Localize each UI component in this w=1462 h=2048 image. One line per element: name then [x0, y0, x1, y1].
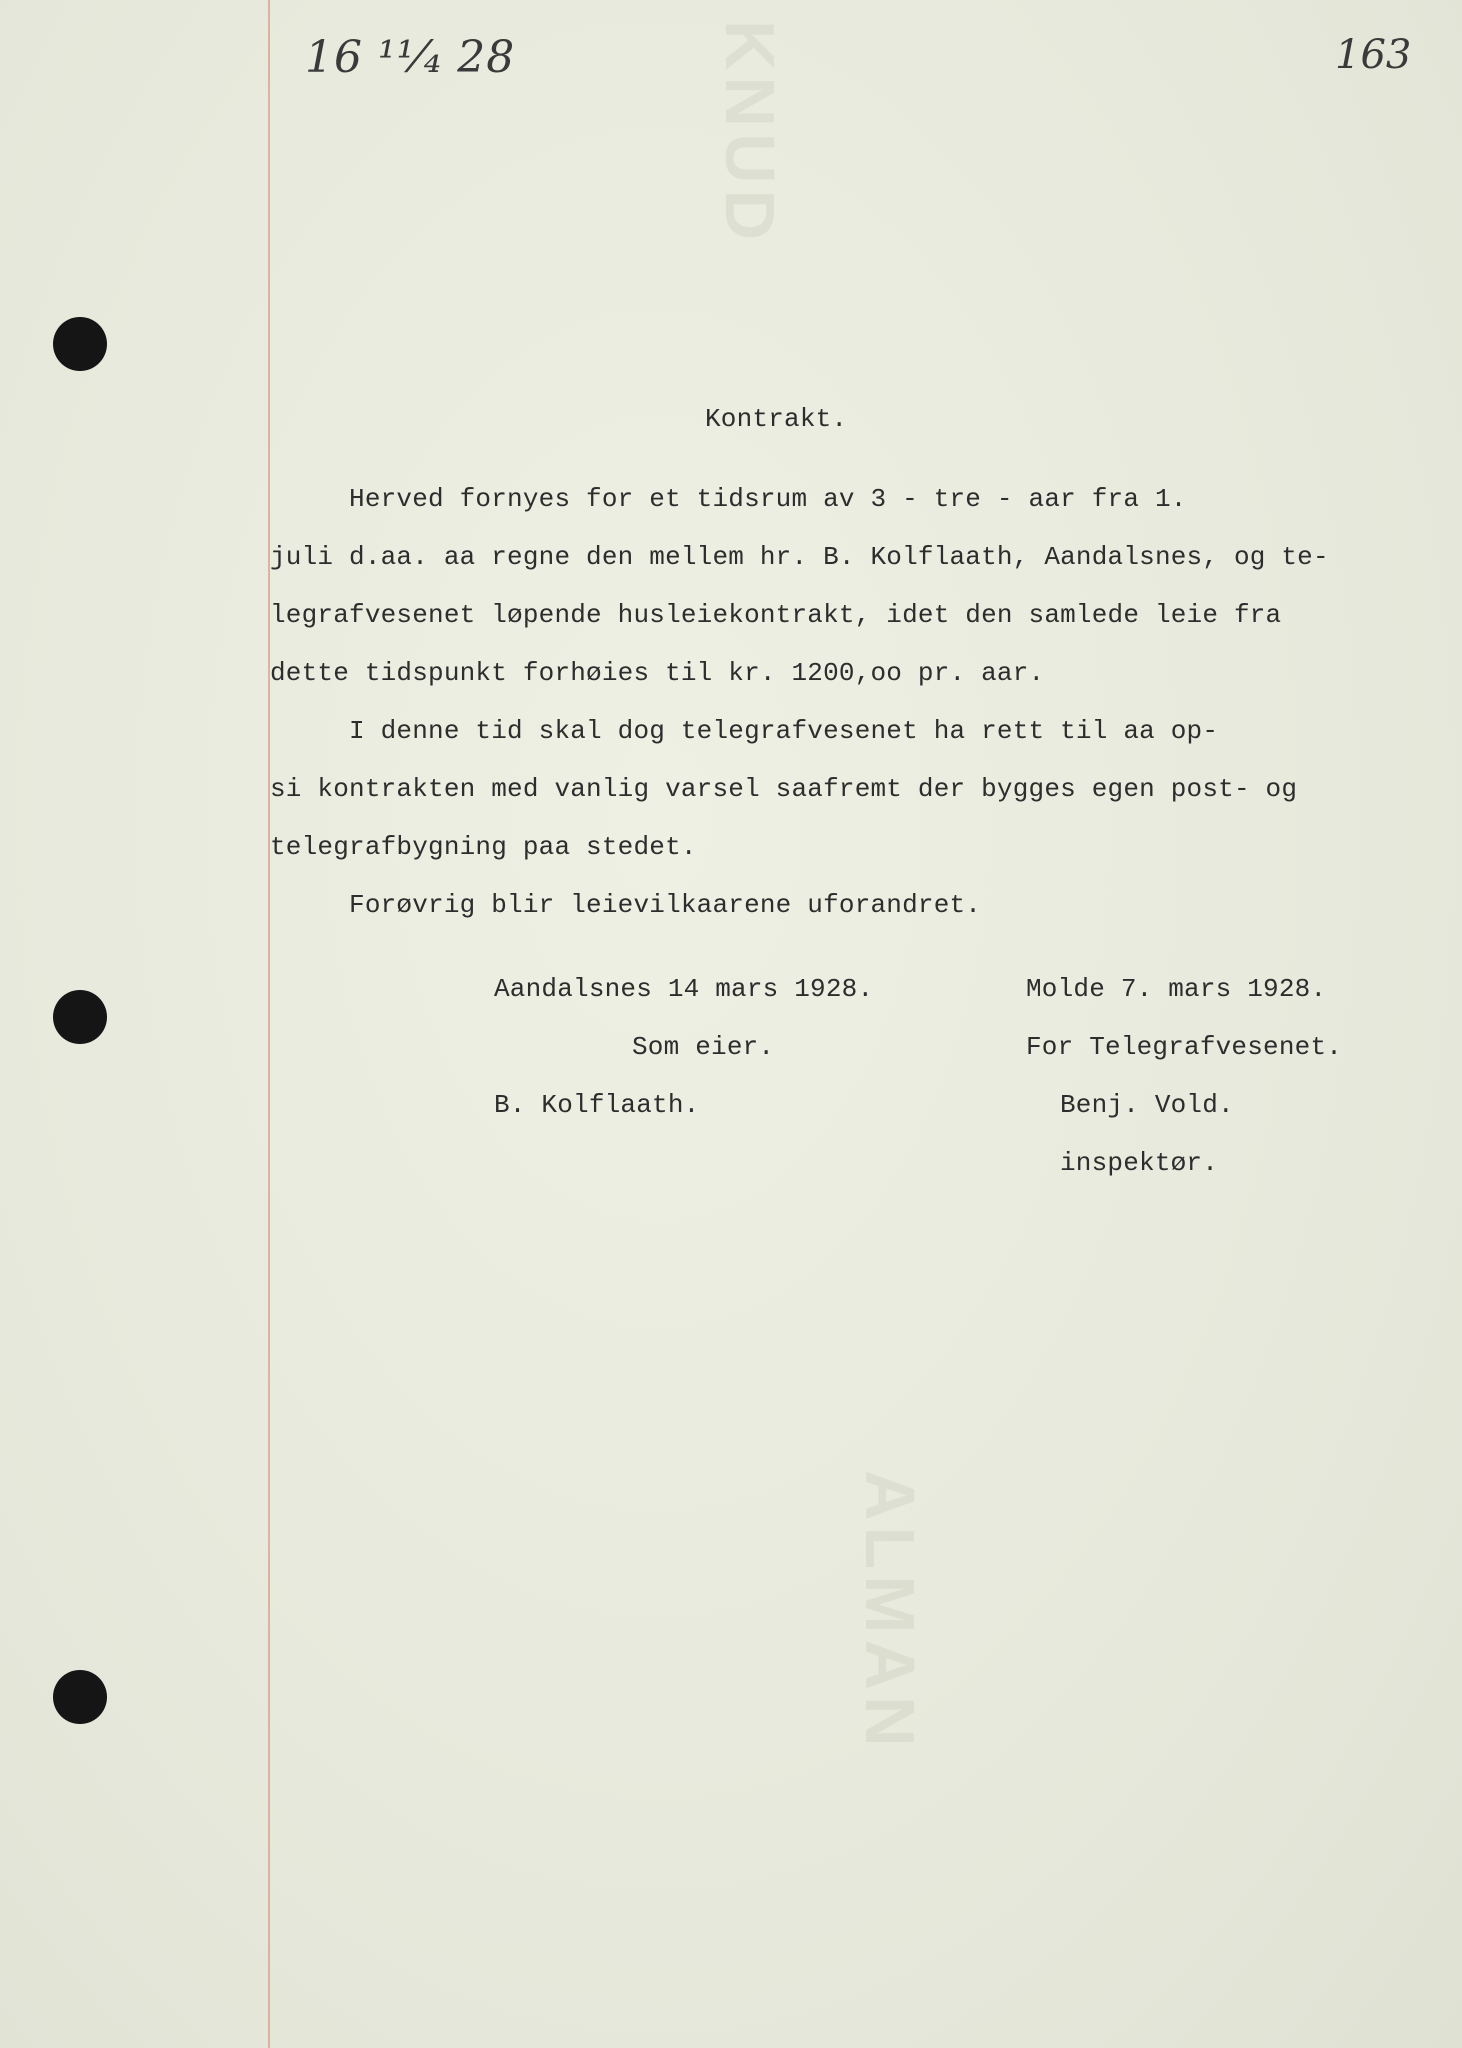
watermark-lower: ALMAN	[851, 1470, 929, 1753]
body-line: dette tidspunkt forhøies til kr. 1200,oo pr. aar.	[270, 658, 1045, 688]
body-line: legrafvesenet løpende husleiekontrakt, idet den samlede leie fra	[270, 600, 1282, 630]
right-signatory: Benj. Vold.	[1060, 1090, 1234, 1120]
left-signatory: B. Kolflaath.	[494, 1090, 700, 1120]
body-line: I denne tid skal dog telegrafvesenet ha rett til aa op-	[270, 716, 1219, 746]
punch-hole	[53, 990, 107, 1044]
right-role: For Telegrafvesenet.	[1026, 1032, 1343, 1062]
margin-line	[268, 0, 270, 2048]
punch-hole	[53, 1670, 107, 1724]
right-signatory-title: inspektør.	[1060, 1148, 1219, 1178]
body-line: si kontrakten med vanlig varsel saafremt der bygges egen post- og	[270, 774, 1298, 804]
handwritten-reference: 16 ¹¹⁄₄ 28	[305, 32, 516, 83]
document-title: Kontrakt.	[705, 404, 848, 434]
punch-hole	[53, 317, 107, 371]
page-number: 163	[1335, 32, 1412, 78]
body-line: Forøvrig blir leievilkaarene uforandret.	[270, 890, 982, 920]
body-line: Herved fornyes for et tidsrum av 3 - tre - aar fra 1.	[270, 484, 1187, 514]
watermark-upper: KNUD	[711, 20, 789, 247]
body-line: juli d.aa. aa regne den mellem hr. B. Kolflaath, Aandalsnes, og te-	[270, 542, 1329, 572]
left-role: Som eier.	[632, 1032, 775, 1062]
right-place-date: Molde 7. mars 1928.	[1026, 974, 1327, 1004]
body-line: telegrafbygning paa stedet.	[270, 832, 697, 862]
left-place-date: Aandalsnes 14 mars 1928.	[494, 974, 874, 1004]
